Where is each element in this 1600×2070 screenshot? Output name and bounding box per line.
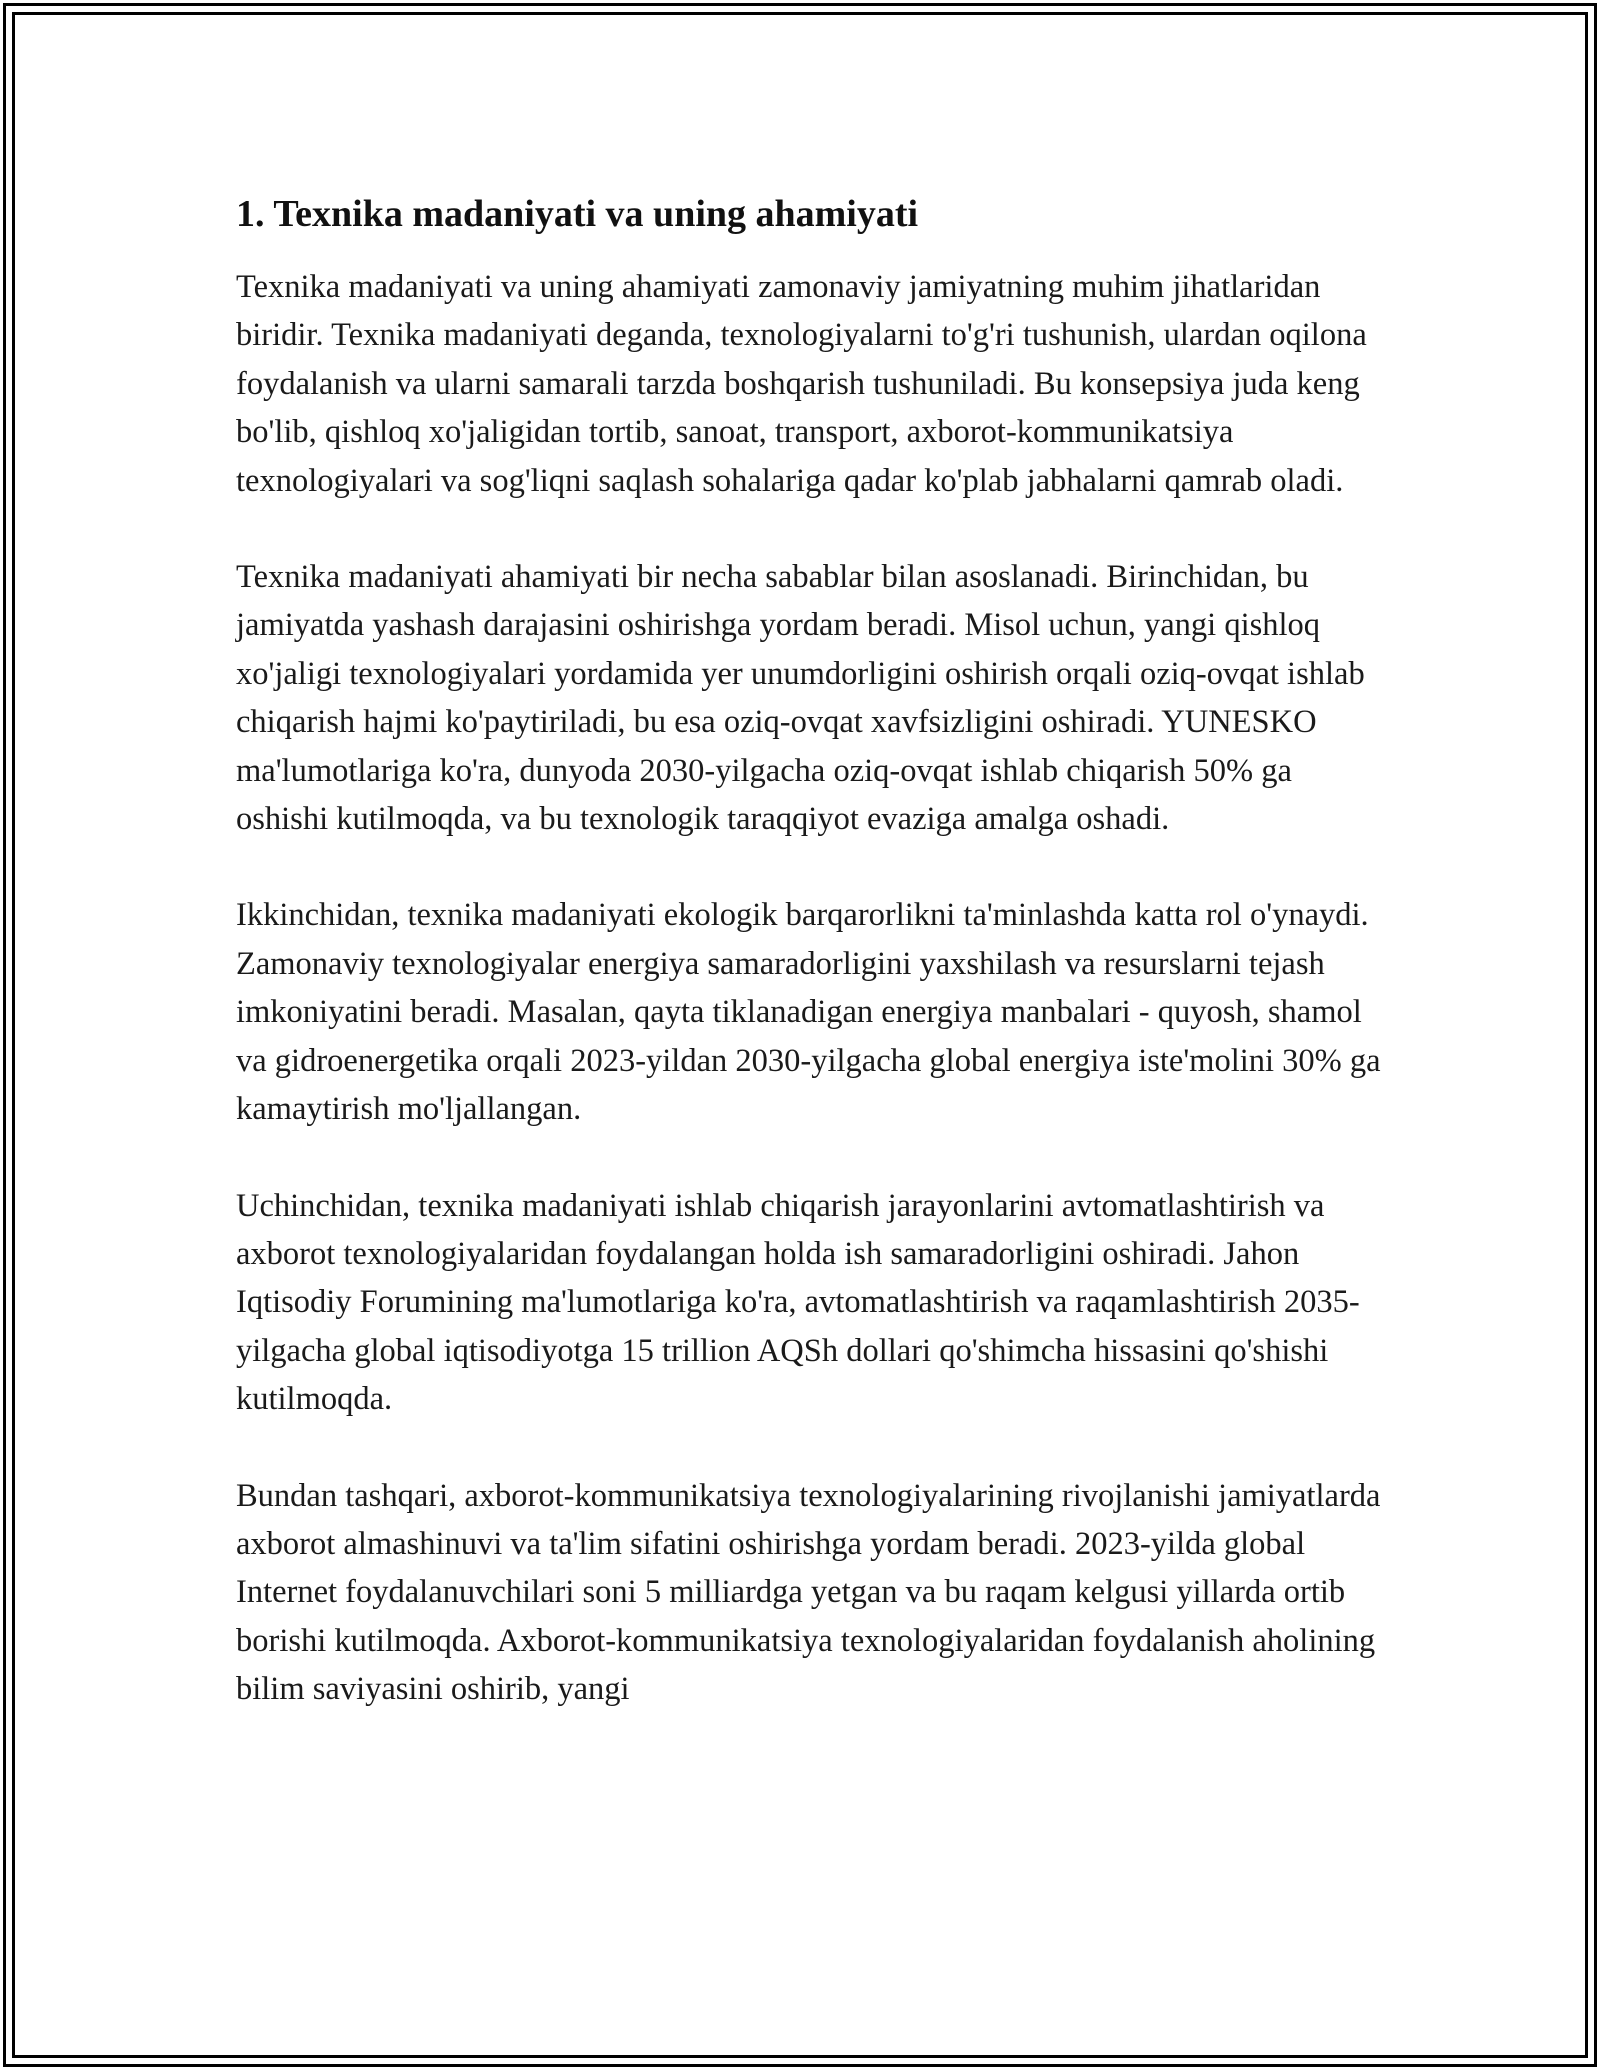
document-body <box>236 190 1386 1714</box>
paragraph-2: Texnika madaniyati ahamiyati bir necha sabablar bilan asoslanadi. Birinchidan, bu jamiyatda yashash darajasini oshirishga yordam beradi. Misol uchun, yangi qishloq xo'jaligi texnologiyalari yordamida yer unumdorligini oshirish orqali oziq-ovqat ishlab chiqarish hajmi ko'paytiriladi, bu esa oziq-ovqat xavfsizligini oshiradi. YUNESKO ma'lumotlariga ko'ra, dunyoda 2030-yilgacha oziq-ovqat ishlab chiqarish 50% ga oshishi kutilmoqda, va bu texnologik taraqqiyot evaziga amalga oshadi. <box>236 559 1365 838</box>
paragraph-5: Bundan tashqari, axborot-kommunikatsiya texnologiyalarining rivojlanishi jamiyatlarda axborot almashinuvi va ta'lim sifatini oshirishga yordam beradi. 2023-yilda global Internet foydalanuvchilari soni 5 milliardga yetgan va bu raqam kelgusi yillarda ortib borishi kutilmoqda. Axborot-kommunikatsiya texnologiyalaridan foydalanish aholining bilim saviyasini oshirib, yangi <box>236 1477 1381 1708</box>
paragraph-4: Uchinchidan, texnika madaniyati ishlab chiqarish jarayonlarini avtomatlashtirish va axborot texnologiyalaridan foydalangan holda ish samaradorligini oshiradi. Jahon Iqtisodiy Forumining ma'lumotlariga ko'ra, avtomatlashtirish va raqamlashtirish 2035-yilgacha global iqtisodiyotga 15 trillion AQSh dollari qo'shimcha hissasini qo'shishi kutilmoqda. <box>236 1187 1360 1418</box>
paragraph-3: Ikkinchidan, texnika madaniyati ekologik barqarorlikni ta'minlashda katta rol o'ynaydi. Zamonaviy texnologiyalar energiya samaradorligini yaxshilash va resurslarni tejash imkoniyatini beradi. Masalan, qayta tiklanadigan energiya manbalari - quyosh, shamol va gidroenergetika orqali 2023-yildan 2030-yilgacha global energiya iste'molini 30% ga kamaytirish mo'ljallangan. <box>236 897 1381 1128</box>
paragraph-1: Texnika madaniyati va uning ahamiyati zamonaviy jamiyatning muhim jihatlaridan biridir. Texnika madaniyati deganda, texnologiyalarni to'g'ri tushunish, ulardan oqilona foydalanish va ularni samarali tarzda boshqarish tushuniladi. Bu konsepsiya juda keng bo'lib, qishloq xo'jaligidan tortib, sanoat, transport, axborot-kommunikatsiya texnologiyalari va sog'liqni saqlash sohalariga qadar ko'plab jabhalarni qamrab oladi. <box>236 269 1367 499</box>
section-heading: 1. Texnika madaniyati va uning ahamiyati <box>236 193 919 235</box>
